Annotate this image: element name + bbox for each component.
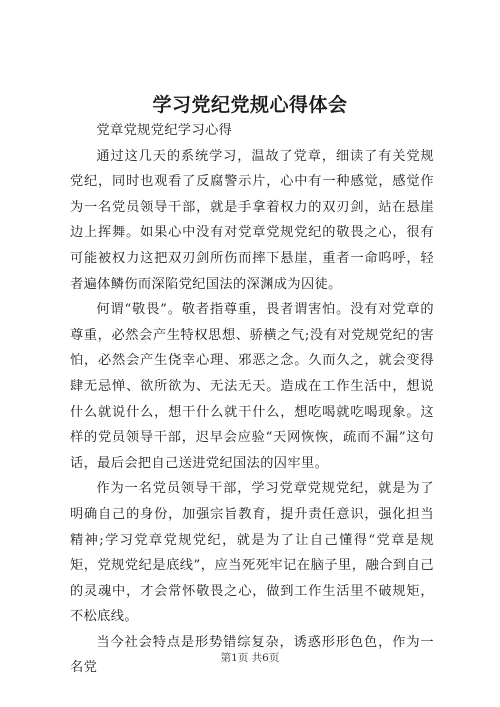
paragraph-3: 作为一名党员领导干部，学习党章党规党纪，就是为了明确自己的身份，加强宗旨教育，提升责任意识，强化担当精神;学习党章党规党纪，就是为了让自己懂得“党章是规矩，党规党纪是底线”，应当死死牢记在脑子里，融合到自己的灵魂中，才会常怀敬畏之心，做到工作生活里不破规矩，不松底线。	[70, 481, 434, 625]
document-subtitle: 党章党规党纪学习心得	[96, 123, 233, 138]
paragraph-4: 当今社会特点是形势错综复杂，诱惑形形色色，作为一名党	[70, 634, 434, 676]
paragraph-1: 通过这几天的系统学习，温故了党章，细读了有关党规党纪，同时也观看了反腐警示片，心中有一种感觉，感觉作为一名党员领导干部，就是手拿着权力的双刃剑，站在悬崖边上挥舞。如果心中没有对党章党规党纪的敬畏之心，很有可能被权力这把双刃剑所伤而摔下悬崖，重者一命呜呼，轻者遍体鳞伤而深陷党纪国法的深渊成为囚徒。	[70, 148, 434, 292]
document-title: 学习党纪党规心得体会	[152, 94, 348, 116]
page-footer: 第1页 共6页	[220, 652, 280, 664]
paragraph-2: 何谓“敬畏”。敬者指尊重，畏者谓害怕。没有对党章的尊重，必然会产生特权思想、骄横之气;没有对党规党纪的害怕，必然会产生侥幸心理、邪恶之念。久而久之，就会变得肆无忌惮、欲所欲为、无法无天。造成在工作生活中，想说什么就说什么，想干什么就干什么，想吃喝就吃喝现象。这样的党员领导干部，迟早会应验“天网恢恢，疏而不漏”这句话，最后会把自己送进党纪国法的囚牢里。	[70, 302, 434, 471]
document-body	[70, 118, 434, 681]
